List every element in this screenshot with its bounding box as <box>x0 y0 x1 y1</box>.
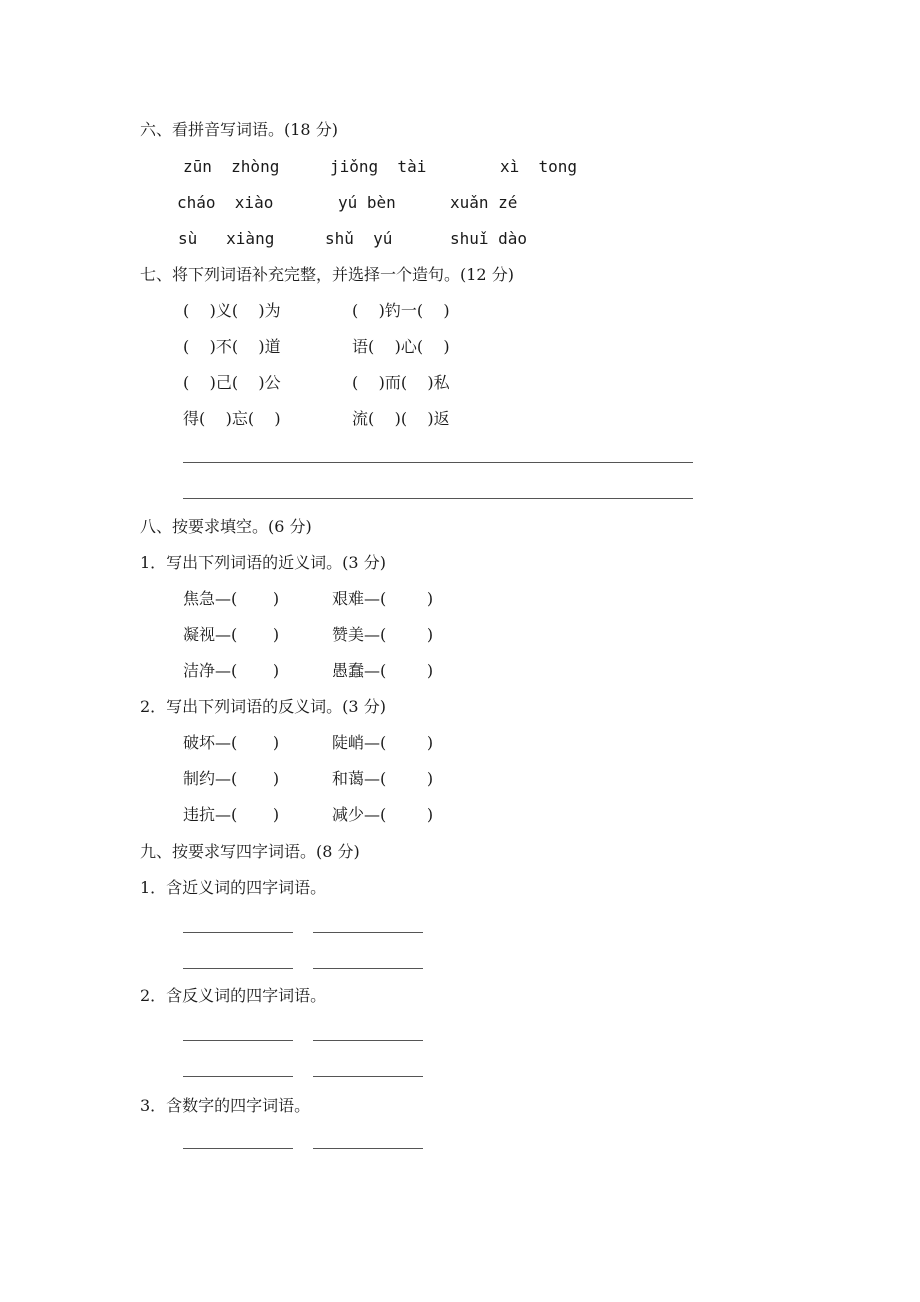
answer-line[interactable] <box>313 1040 423 1041</box>
synonym-question-title: 1．写出下列词语的近义词。(3 分) <box>140 553 386 572</box>
answer-line[interactable] <box>313 968 423 969</box>
answer-line[interactable] <box>313 932 423 933</box>
section-7-title: 七、将下列词语补充完整，并选择一个造句。(12 分) <box>140 265 514 284</box>
synonym-item: 艰难—( ) <box>332 589 434 608</box>
pinyin-item: shǔ yú <box>325 229 393 248</box>
synonym-item: 洁净—( ) <box>183 661 280 680</box>
pinyin-item: zūn zhòng <box>183 157 280 176</box>
idiom-blank: ( )己( )公 <box>183 373 281 392</box>
section-6-title: 六、看拼音写词语。(18 分) <box>140 120 338 139</box>
answer-line[interactable] <box>183 1040 293 1041</box>
antonym-item: 违抗—( ) <box>183 805 280 824</box>
idiom-blank: 流( )( )返 <box>352 409 450 428</box>
pinyin-item: xuǎn zé <box>450 193 518 212</box>
sentence-answer-line[interactable] <box>183 462 693 463</box>
idiom-blank: ( )义( )为 <box>183 301 281 320</box>
answer-line[interactable] <box>313 1076 423 1077</box>
answer-line[interactable] <box>313 1148 423 1149</box>
answer-line[interactable] <box>183 1076 293 1077</box>
answer-line[interactable] <box>183 968 293 969</box>
synonym-item: 凝视—( ) <box>183 625 280 644</box>
pinyin-item: sù xiàng <box>178 229 275 248</box>
section-9-title: 九、按要求写四字词语。(8 分) <box>140 842 360 861</box>
idiom-blank: ( )钓一( ) <box>352 301 450 320</box>
synonym-item: 焦急—( ) <box>183 589 280 608</box>
antonym-idiom-question: 2．含反义词的四字词语。 <box>140 986 327 1005</box>
synonym-item: 赞美—( ) <box>332 625 434 644</box>
antonym-item: 制约—( ) <box>183 769 280 788</box>
pinyin-item: yú bèn <box>338 193 396 212</box>
pinyin-item: jiǒng tài <box>330 157 427 176</box>
section-8-title: 八、按要求填空。(6 分) <box>140 517 312 536</box>
number-idiom-question: 3．含数字的四字词语。 <box>140 1096 311 1115</box>
idiom-blank: ( )而( )私 <box>352 373 450 392</box>
answer-line[interactable] <box>183 932 293 933</box>
pinyin-item: cháo xiào <box>177 193 274 212</box>
sentence-answer-line[interactable] <box>183 498 693 499</box>
idiom-blank: 得( )忘( ) <box>183 409 281 428</box>
synonym-idiom-question: 1．含近义词的四字词语。 <box>140 878 327 897</box>
antonym-item: 减少—( ) <box>332 805 434 824</box>
pinyin-item: shuǐ dào <box>450 229 528 248</box>
pinyin-item: xì tong <box>500 157 578 176</box>
idiom-blank: ( )不( )道 <box>183 337 281 356</box>
idiom-blank: 语( )心( ) <box>352 337 450 356</box>
answer-line[interactable] <box>183 1148 293 1149</box>
antonym-item: 陡峭—( ) <box>332 733 434 752</box>
synonym-item: 愚蠢—( ) <box>332 661 434 680</box>
antonym-question-title: 2．写出下列词语的反义词。(3 分) <box>140 697 386 716</box>
antonym-item: 破坏—( ) <box>183 733 280 752</box>
antonym-item: 和蔼—( ) <box>332 769 434 788</box>
